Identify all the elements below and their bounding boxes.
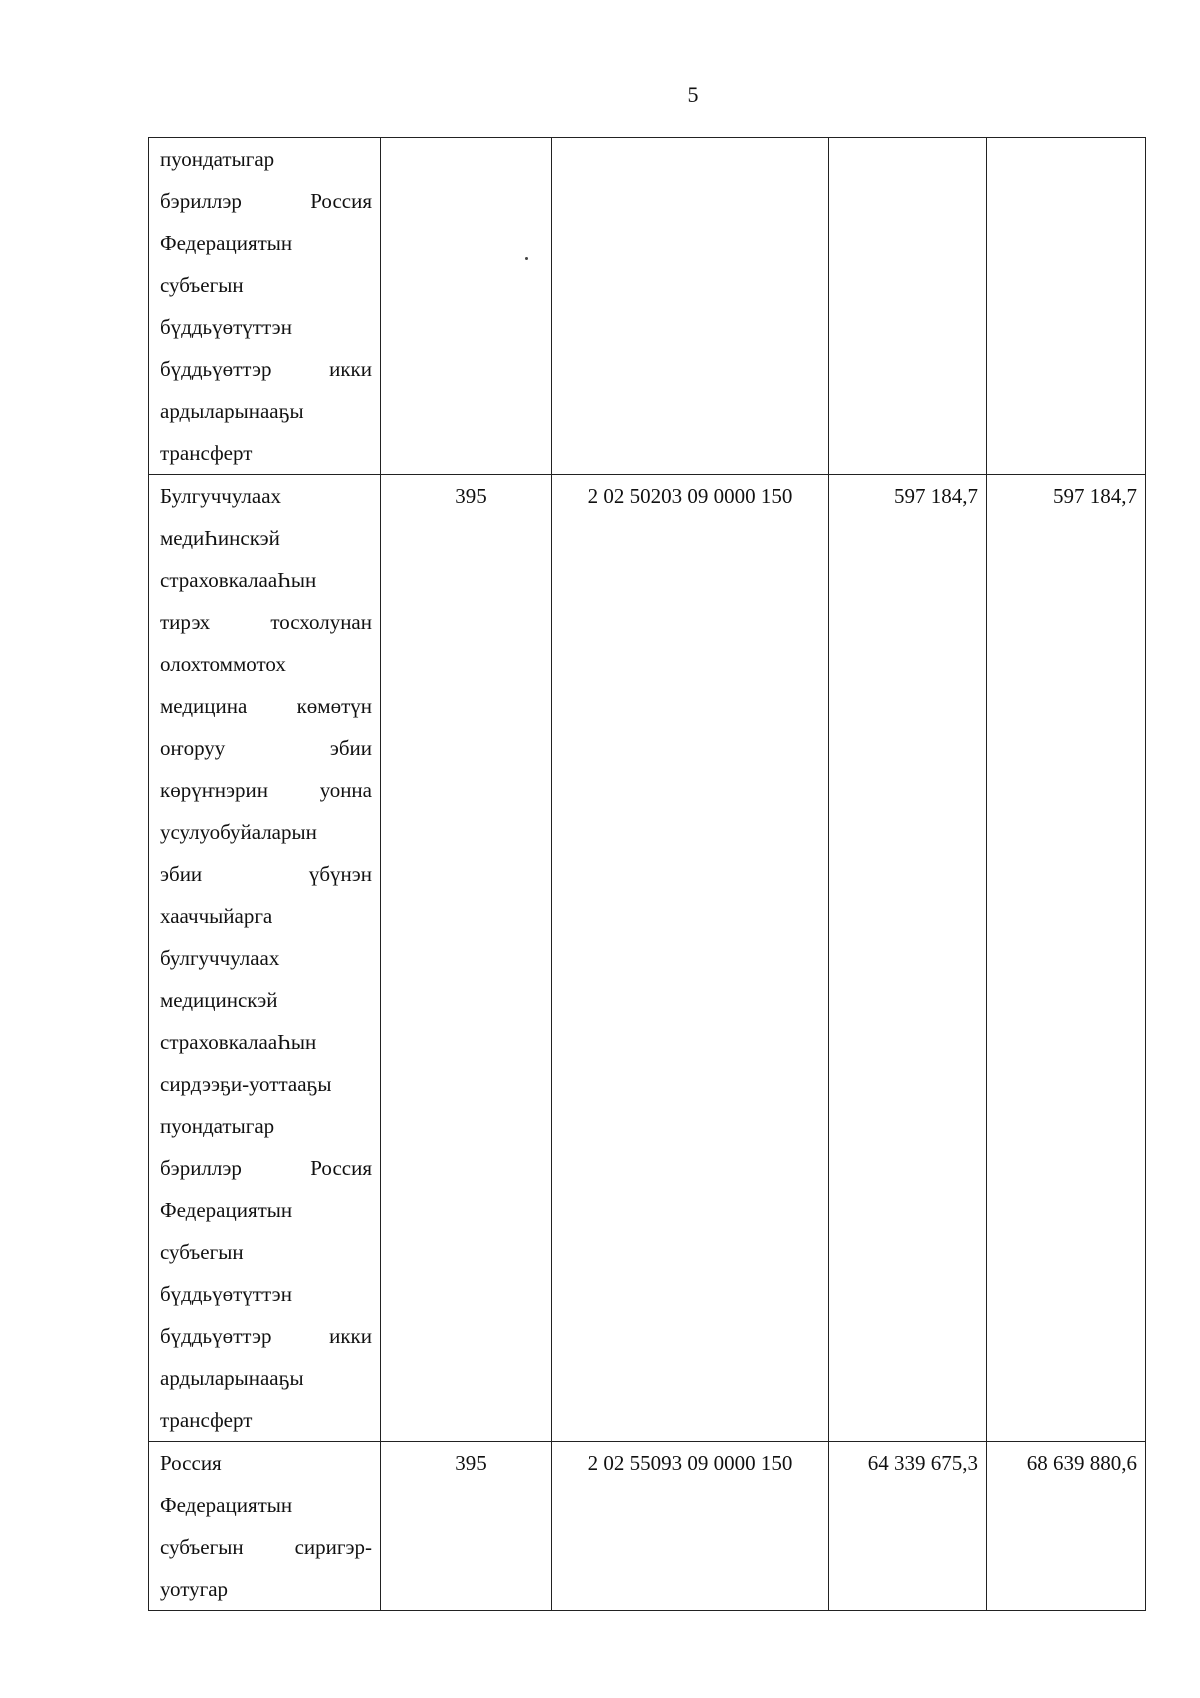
transfer-name-cell <box>149 1442 381 1611</box>
transfer-name-line: пуондатыгар <box>160 1114 275 1138</box>
transfer-name-line: Федерациятын <box>160 1493 293 1517</box>
amount-year-1-cell-value: 597 184,7 <box>894 484 978 508</box>
transfer-name-line: страховкалааҺын <box>160 568 317 592</box>
transfer-name-line: медицина көмөтүн <box>160 694 372 718</box>
transfer-name-line: усулуобуйаларын <box>160 820 317 844</box>
admin-code-cell <box>381 1442 552 1611</box>
transfer-name-line: сирдээҕи-уоттааҕы <box>160 1072 332 1096</box>
transfer-name-line: эбии үбүнэн <box>160 862 372 886</box>
transfer-name-cell <box>149 138 381 475</box>
budget-classification-code-cell <box>552 1442 829 1611</box>
transfer-name-line: субъегын <box>160 273 244 297</box>
table-row <box>149 1442 1146 1611</box>
budget-classification-code-cell <box>552 138 829 475</box>
transfer-name-line: субъегын сиригэр- <box>160 1535 372 1559</box>
transfer-name-line: пуондатыгар <box>160 147 275 171</box>
transfer-name-line: көрүҥнэрин уонна <box>160 778 372 802</box>
transfer-name-line: тирэх тосхолунан <box>160 610 372 634</box>
transfer-name-line: Булгуччулаах <box>160 484 282 508</box>
amount-year-1-cell <box>829 138 987 475</box>
admin-code-cell-value: 395 <box>455 484 487 508</box>
budget-classification-code-cell-value: 2 02 55093 09 0000 150 <box>587 1451 793 1475</box>
transfer-name-line: оҥоруу эбии <box>160 736 372 760</box>
transfer-name-line: страховкалааҺын <box>160 1030 317 1054</box>
amount-year-2-cell-value: 68 639 880,6 <box>1026 1451 1137 1475</box>
transfer-name-line: бэриллэр Россия <box>160 189 372 213</box>
amount-year-2-cell-value: 597 184,7 <box>1053 484 1137 508</box>
table-row <box>149 138 1146 475</box>
transfer-name-line: трансферт <box>160 1408 253 1432</box>
amount-year-1-cell <box>829 475 987 1442</box>
transfer-name-line: булгуччулаах <box>160 946 280 970</box>
amount-year-1-cell-value <box>829 138 986 180</box>
transfer-name-line: трансферт <box>160 441 253 465</box>
transfer-name-line: олохтоммотох <box>160 652 286 676</box>
budget-classification-code-cell-value: 2 02 50203 09 0000 150 <box>587 484 793 508</box>
admin-code-cell <box>381 475 552 1442</box>
transfer-name-line: ардыларынааҕы <box>160 1366 304 1390</box>
table-body <box>149 138 1146 1611</box>
transfer-name-line: бүддьүөтүттэн <box>160 315 292 339</box>
admin-code-cell-value: 395 <box>455 1451 487 1475</box>
table-row <box>149 475 1146 1442</box>
transfer-name-line: Федерациятын <box>160 231 293 255</box>
transfer-name-line: бүддьүөттэр икки <box>160 357 372 381</box>
amount-year-1-cell-value: 64 339 675,3 <box>867 1451 978 1475</box>
admin-code-cell <box>381 138 552 475</box>
admin-code-cell-value <box>381 138 551 180</box>
transfer-name-cell <box>149 475 381 1442</box>
transfer-name-line: бүддьүөтүттэн <box>160 1282 292 1306</box>
transfer-name-line: Россия <box>160 1451 222 1475</box>
transfer-name-line: хааччыйарга <box>160 904 273 928</box>
amount-year-1-cell <box>829 1442 987 1611</box>
amount-year-2-cell <box>987 138 1146 475</box>
transfer-name-line: уотугар <box>160 1577 229 1601</box>
transfer-name-line: бэриллэр Россия <box>160 1156 372 1180</box>
transfer-name-line: субъегын <box>160 1240 244 1264</box>
transfer-name-line: медицинскэй <box>160 988 278 1012</box>
budget-classification-code-cell-value <box>552 138 828 180</box>
transfer-name-line: Федерациятын <box>160 1198 293 1222</box>
amount-year-2-cell <box>987 1442 1146 1611</box>
transfer-name-line: медиҺинскэй <box>160 526 280 550</box>
budget-table <box>148 137 1146 1611</box>
amount-year-2-cell <box>987 475 1146 1442</box>
transfer-name-line: ардыларынааҕы <box>160 399 304 423</box>
transfer-name-line: бүддьүөттэр икки <box>160 1324 372 1348</box>
amount-year-2-cell-value <box>987 138 1145 180</box>
page-number: 5 <box>687 82 699 107</box>
budget-classification-code-cell <box>552 475 829 1442</box>
